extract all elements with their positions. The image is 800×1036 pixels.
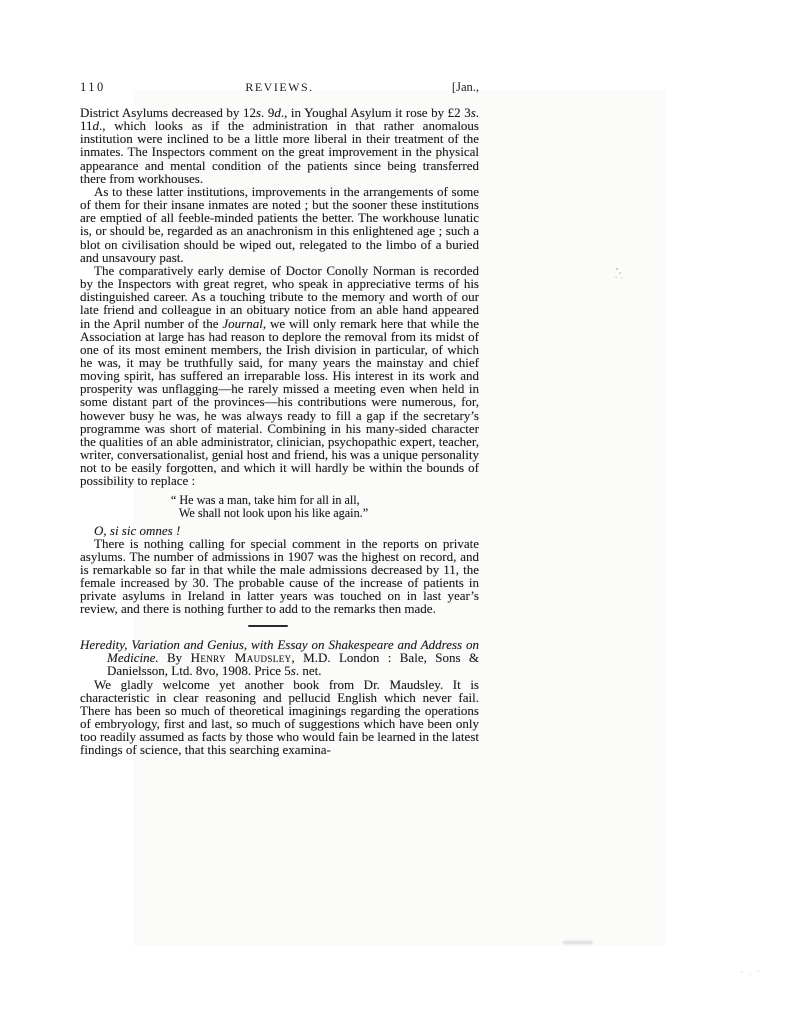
paragraph-district-asylums: District Asylums decreased by 12s. 9d., in Youghal Asylum it rose by £2 3s. 11d., which looks as if the administration in that rather anomalous institution were inclined to be a little more liberal in their treatment of the inmates. The Inspectors comment on the great improvement in the physical appearance and mental condition of the patients since being transferred there from workhouses. bbox=[80, 105, 480, 186]
running-header bbox=[80, 80, 479, 96]
section-divider-rule bbox=[248, 625, 288, 627]
quote-line-2: We shall not look upon his like again.” bbox=[178, 505, 369, 520]
scan-artifact-dots bbox=[741, 971, 743, 973]
quote-line-1: “ He was a man, take him for all in all, bbox=[170, 492, 360, 507]
issue-date: [Jan., bbox=[451, 80, 479, 94]
paragraph-latter-institutions: As to these latter institutions, improvements in the arrangements of some of them for their insane inmates are noted ; but the sooner these institutions are emptied of all feeble-minded patients the better. The workhouse lunatic is, or should be, regarded as an anachronism in this enlightened age ; such a blot on civilisation should be wiped out, relegated to the limbo of a buried and unsavoury past. bbox=[80, 183, 479, 265]
paragraph-review-welcome: We gladly welcome yet another book from Dr. Maudsley. It is characteristic in clear reasoning and pellucid English which never fail. There has been so much of theoretical imaginings regarding the operations of embryology, first and last, so much of suggestions which have been only too readily assumed as facts by those who would fain be learned in the latest findings of science, that this searching examina- bbox=[80, 676, 479, 758]
paragraph-conolly-norman: The comparatively early demise of Doctor Conolly Norman is recorded by the Inspectors with great regret, who speak in appreciative terms of his distinguished career. As a touching tribute to the memory and worth of our late friend and colleague in an obituary notice from an able hand appeared in the April number of the Journal, we will only remark here that while the Association at large has had reason to deplore the removal from its midst of one of its most eminent members, the Irish division in particular, of which he was, it may be truthfully said, for many years the mainstay and chief moving spirit, has suffered an irreparable loss. His interest in its work and prosperity was unflagging—he rarely missed a meeting even when held in some distant part of the provinces—his contributions were numerous, for, however busy he was, he was always ready to fill a gap if the secretary’s programme was short of material. Combining in his many-sided character the qualities of an able administrator, clinician, psychopathic expert, teacher, writer, conversationalist, genial host and friend, his was a unique personality not to be easily forgotten, and which it will hardly be within the bounds of possibility to replace : bbox=[80, 262, 480, 489]
latin-exclamation: O, si sic omnes ! bbox=[94, 522, 181, 538]
book-citation: Heredity, Variation and Genius, with Essay on Shakespeare and Address on Medicine. By Henry Maudsley, M.D. London : Bale, Sons & Danielsson, Ltd. 8vo, 1908. Price 5s. net. bbox=[80, 636, 479, 679]
section-heading: REVIEWS. bbox=[245, 80, 314, 94]
page-number: 110 bbox=[80, 80, 106, 94]
scan-artifact-speckles bbox=[616, 268, 618, 270]
scan-artifact-smudge bbox=[563, 941, 593, 944]
page-text-column bbox=[80, 106, 479, 756]
paragraph-private-asylums: There is nothing calling for special comment in the reports on private asylums. The number of admissions in 1907 was the highest on record, and is remarkable so far in that while the male admissions decreased by 11, the female increased by 30. The probable cause of the increase of patients in private asylums in Ireland in latter years was touched on in last year’s review, and there is nothing further to add to the remarks then made. bbox=[80, 535, 479, 617]
verse-quotation bbox=[171, 494, 368, 520]
